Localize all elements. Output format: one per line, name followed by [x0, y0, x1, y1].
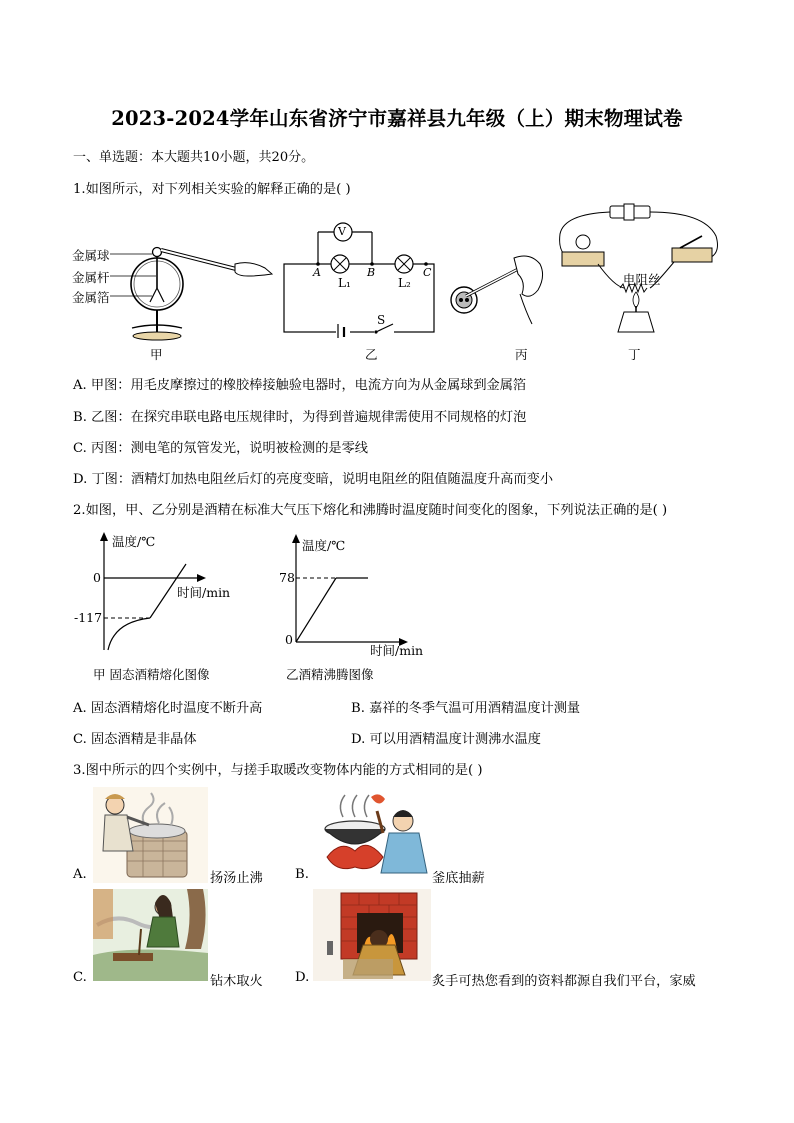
q3-option-d-caption: 炙手可热您看到的资料都源自我们平台，家威: [432, 974, 696, 989]
graph1-ylabel: 温度/℃: [112, 534, 156, 549]
label-resistance-wire: 电阻丝: [623, 272, 661, 287]
graph1-caption: 甲 固态酒精熔化图像: [93, 667, 210, 682]
q1-option-d: D. 丁图：酒精灯加热电阻丝后灯的亮度变暗，说明电阻丝的阻值随温度升高而变小: [73, 472, 554, 487]
label-metal-rod: 金属杆: [72, 270, 110, 285]
graph2-caption: 乙酒精沸腾图像: [286, 667, 374, 682]
caption-jia: 甲: [150, 347, 163, 362]
caption-bing: 丙: [515, 347, 528, 362]
point-a-label: A: [313, 266, 321, 279]
question-2-stem: 2.如图，甲、乙分别是酒精在标准大气压下熔化和沸腾时温度随时间变化的图象，下列说法正确的是( ): [73, 503, 668, 518]
figure-series-circuit: [280, 218, 440, 338]
figure-test-pen: [446, 254, 556, 326]
picture-drilling-wood: [93, 889, 208, 981]
page-title: 2023-2024学年山东省济宁市嘉祥县九年级（上）期末物理试卷: [111, 107, 683, 130]
point-c-label: C: [423, 266, 432, 279]
question-3-stem: 3.图中所示的四个实例中，与搓手取暖改变物体内能的方式相同的是( ): [73, 763, 483, 778]
picture-fireplace: [313, 889, 431, 981]
q3-option-c-caption: 钻木取火: [210, 974, 263, 989]
graph2-tick-78: 78: [279, 570, 295, 585]
graph-melting: [74, 528, 274, 658]
graph2-ylabel: 温度/℃: [302, 538, 346, 553]
caption-ding: 丁: [628, 347, 641, 362]
graph1-xlabel: 时间/min: [177, 585, 231, 600]
lamp-l1-label: L₁: [338, 276, 351, 290]
lamp-l2-label: L₂: [398, 276, 411, 290]
question-1-stem: 1.如图所示，对下列相关实验的解释正确的是( ): [73, 182, 351, 197]
point-b-label: B: [367, 266, 376, 279]
section-heading: 一、单选题：本大题共10小题，共20分。: [73, 150, 315, 165]
graph1-tick-0: 0: [93, 570, 101, 585]
q3-option-a-caption: 扬汤止沸: [210, 871, 263, 886]
q3-option-b-letter: B.: [295, 867, 309, 882]
q3-option-a-letter: A.: [73, 867, 87, 882]
q2-option-d: D. 可以用酒精温度计测沸水温度: [351, 732, 541, 747]
q3-option-c-letter: C.: [73, 970, 87, 985]
label-metal-foil: 金属箔: [72, 290, 110, 305]
q3-option-b-caption: 釜底抽薪: [432, 871, 485, 886]
q1-option-b: B. 乙图：在探究串联电路电压规律时，为得到普遍规律需使用不同规格的灯泡: [73, 410, 527, 425]
graph2-xlabel: 时间/min: [370, 643, 424, 658]
q1-option-c: C. 丙图：测电笔的氖管发光，说明被检测的是零线: [73, 441, 368, 456]
picture-stirring-soup: [93, 787, 208, 883]
caption-yi: 乙: [365, 347, 378, 362]
label-metal-ball: 金属球: [72, 248, 110, 263]
q2-option-b: B. 嘉祥的冬季气温可用酒精温度计测量: [351, 701, 581, 716]
q3-option-d-letter: D.: [295, 970, 310, 985]
graph2-tick-0: 0: [285, 632, 293, 647]
voltmeter-label: V: [338, 225, 346, 238]
q1-option-a: A. 甲图：用毛皮摩擦过的橡胶棒接触验电器时，电流方向为从金属球到金属箔: [73, 378, 527, 393]
q2-option-a: A. 固态酒精熔化时温度不断升高: [73, 701, 263, 716]
q2-option-c: C. 固态酒精是非晶体: [73, 732, 197, 747]
picture-pot-fire: [313, 787, 431, 883]
switch-label: S: [377, 313, 386, 327]
graph1-tick-neg117: -117: [74, 610, 103, 625]
